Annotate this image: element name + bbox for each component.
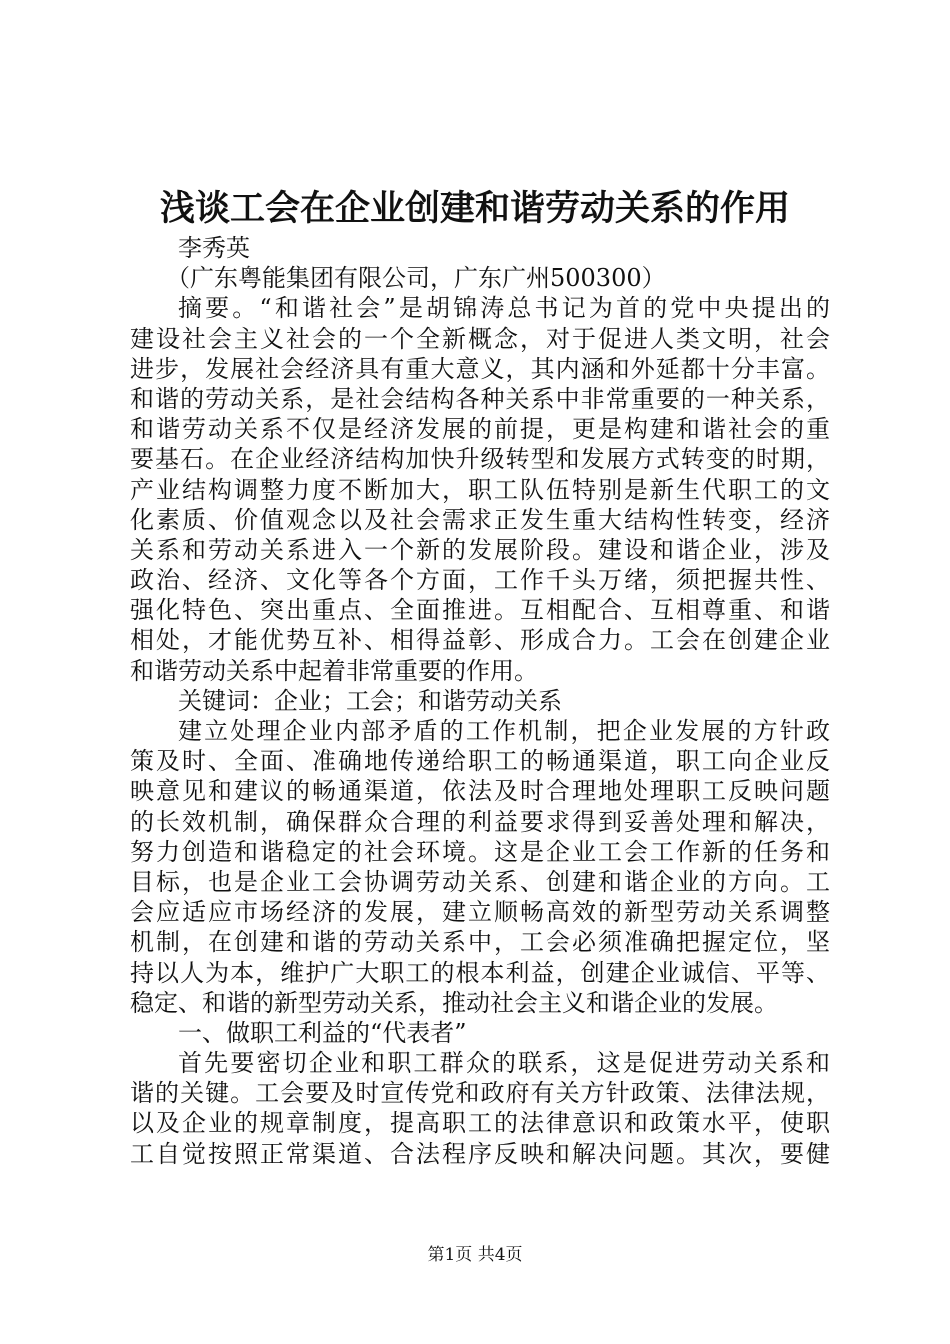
text-line: 持以人为本，维护广大职工的根本利益，创建企业诚信、平等、 [130,958,830,987]
author-name: 李秀英 [178,234,250,262]
text-line: 关键词：企业；工会；和谐劳动关系 [178,686,562,715]
text-line: 建立处理企业内部矛盾的工作机制，把企业发展的方针政 [178,717,830,745]
text-line: 目标，也是企业工会协调劳动关系、创建和谐企业的方向。工 [130,867,830,896]
text-line: 谐的关键。工会要及时宣传党和政府有关方针政策、法律法规， [130,1079,830,1108]
text-line: 关系和劳动关系进入一个新的发展阶段。建设和谐企业，涉及 [130,535,830,564]
text-line: 和谐劳动关系中起着非常重要的作用。 [130,656,538,685]
text-line: 以及企业的规章制度，提高职工的法律意识和政策水平，使职 [130,1109,830,1138]
paragraph-lines [130,293,830,1168]
text-line: 强化特色、突出重点、全面推进。互相配合、互相尊重、和谐 [130,596,830,625]
text-line: 相处，才能优势互补、相得益彰、形成合力。工会在创建企业 [130,626,830,655]
text-line: 和谐劳动关系不仅是经济发展的前提，更是构建和谐社会的重 [130,415,830,444]
text-line: 的长效机制，确保群众合理的利益要求得到妥善处理和解决， [130,807,830,836]
document-body [130,233,830,1169]
text-line: 机制，在创建和谐的劳动关系中，工会必须准确把握定位，坚 [130,928,830,957]
text-line: 要基石。在企业经济结构加快升级转型和发展方式转变的时期， [130,445,830,474]
text-line: 努力创造和谐稳定的社会环境。这是企业工会工作新的任务和 [130,837,830,866]
author-affiliation: （广东粤能集团有限公司，广东广州500300） [166,264,666,293]
text-line: 稳定、和谐的新型劳动关系，推动社会主义和谐企业的发展。 [130,988,778,1017]
page-number: 第1页 共4页 [427,1245,523,1265]
text-line: 映意见和建议的畅通渠道，依法及时合理地处理职工反映问题 [130,777,830,806]
text-line: 工自觉按照正常渠道、合法程序反映和解决问题。其次，要健 [130,1139,830,1168]
text-line: 会应适应市场经济的发展，建立顺畅高效的新型劳动关系调整 [130,898,830,927]
text-line: 建设社会主义社会的一个全新概念，对于促进人类文明，社会 [130,324,830,353]
text-line: 进步，发展社会经济具有重大意义，其内涵和外延都十分丰富。 [130,354,830,383]
text-line: 化素质、价值观念以及社会需求正发生重大结构性转变，经济 [130,505,830,534]
text-line: 策及时、全面、准确地传递给职工的畅通渠道，职工向企业反 [130,747,830,776]
text-line: 一、做职工利益的“代表者” [178,1018,467,1047]
document-title: 浅谈工会在企业创建和谐劳动关系的作用 [159,189,790,229]
text-line: 摘要。“和谐社会”是胡锦涛总书记为首的党中央提出的 [178,294,830,323]
text-line: 首先要密切企业和职工群众的联系，这是促进劳动关系和 [178,1049,830,1078]
text-line: 和谐的劳动关系，是社会结构各种关系中非常重要的一种关系， [130,384,830,413]
text-line: 政治、经济、文化等各个方面，工作千头万绪，须把握共性、 [130,566,830,595]
text-line: 产业结构调整力度不断加大，职工队伍特别是新生代职工的文 [130,475,830,504]
